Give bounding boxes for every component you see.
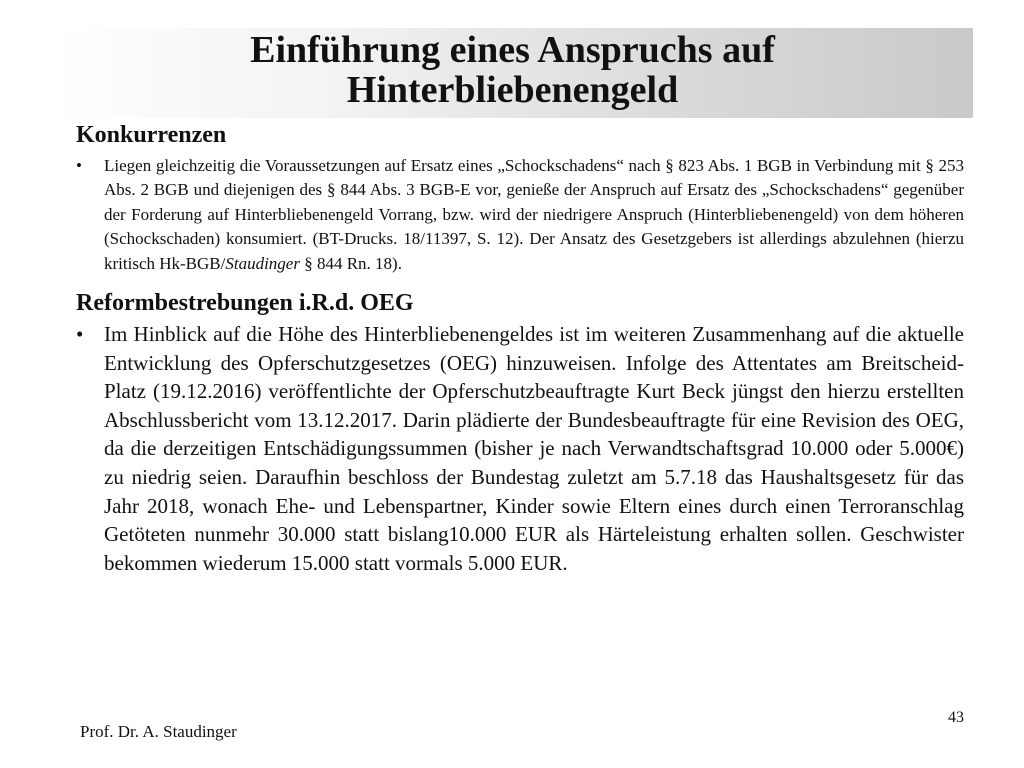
bullet-reformbestrebungen (76, 320, 964, 577)
section-heading-reformbestrebungen: Reformbestrebungen i.R.d. OEG (76, 290, 414, 317)
bullet-marker: • (76, 156, 82, 175)
page-number: 43 (948, 709, 964, 726)
section-heading-konkurrenzen: Konkurrenzen (76, 122, 227, 148)
bullet-text-part-2: § 844 Rn. 18). (299, 253, 402, 273)
bullet-text-reformbestrebungen: Im Hinblick auf die Höhe des Hinterbliebenengeldes ist im weiteren Zusammenhang auf die aktuelle Entwicklung des Opferschutzgesetzes (OEG) hinzuweisen. Infolge des Attentates am Breitscheid-Platz (19.12.2016) veröffentlichte der Opferschutzbeauftragte Kurt Beck jüngst den hierzu erstellten Abschlussbericht vom 13.12.2017. Darin plädierte der Bundesbeauftragte für eine Revision des OEG, da die derzeitigen Entschädigungssummen (bisher je nach Verwandtschaftsgrad 10.000 oder 5.000€) zu niedrig seien. Daraufhin beschloss der Bundestag zuletzt am 5.7.18 das Haushaltsgesetz für das Jahr 2018, wonach Ehe- und Lebenspartner, Kinder sowie Eltern eines durch einen Terroranschlag Getöteten nunmehr 30.000 statt bislang10.000 EUR als Härteleistung erhalten sollen. Geschwister bekommen wiederum 15.000 statt vormals 5.000 EUR. (104, 322, 964, 575)
bullet-text-italic-author: Staudinger (225, 253, 300, 273)
footer-author: Prof. Dr. A. Staudinger (80, 722, 237, 741)
slide-content (76, 118, 964, 577)
bullet-text-konkurrenzen (104, 154, 964, 276)
bullet-konkurrenzen (76, 154, 964, 276)
slide-title-line-2: Hinterbliebenengeld (346, 69, 679, 111)
bullet-marker: • (76, 322, 84, 347)
slide-title-line-1: Einführung eines Anspruchs auf (250, 29, 775, 71)
bullet-text-part-1: Liegen gleichzeitig die Voraussetzungen auf Ersatz eines „Schockschadens“ nach § 823 Abs. 1 BGB in Verbindung mit § 253 Abs. 2 BGB und diejenigen des § 844 Abs. 3 BGB-E vor, genieße der Anspruch auf Ersatz des „Schockschadens“ gegenüber der Forderung auf Hinterbliebenengeld Vorrang, bzw. wird der niedrigere Anspruch (Hinterbliebenengeld) von dem höheren (Schockschaden) konsumiert. (BT-Drucks. 18/11397, S. 12). Der Ansatz des Gesetzgebers ist allerdings abzulehnen (hierzu kritisch Hk-BGB/ (104, 156, 964, 273)
slide-title (52, 30, 973, 110)
